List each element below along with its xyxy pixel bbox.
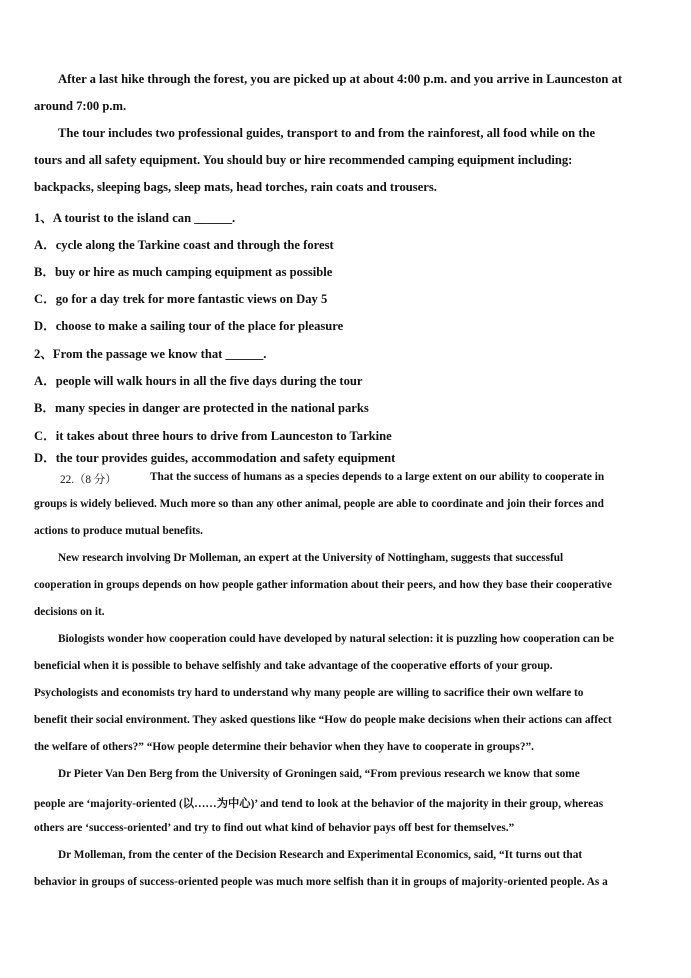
question-1-option-a: A．cycle along the Tarkine coast and through the forest [34, 238, 334, 252]
paragraph-line: benefit their social environment. They asked questions like “How do people make decisions when their actions can affect [34, 714, 612, 726]
paragraph-line: others are ‘success-oriented’ and try to find out what kind of behavior pays off best for themselves.” [34, 822, 515, 834]
paragraph-line: around 7:00 p.m. [34, 99, 127, 113]
paragraph-line: tours and all safety equipment. You should buy or hire recommended camping equipment including: [34, 153, 573, 167]
question-2-stem: 2、From the passage we know that ______. [34, 347, 267, 361]
paragraph-line: decisions on it. [34, 606, 105, 618]
paragraph-line: After a last hike through the forest, you are picked up at about 4:00 p.m. and you arrive in Launceston at [58, 72, 623, 86]
paragraph-line: Biologists wonder how cooperation could have developed by natural selection: it is puzzling how cooperation can be [58, 633, 614, 645]
paragraph-line: groups is widely believed. Much more so than any other animal, people are able to coordinate and join their forces and [34, 498, 604, 510]
paragraph-line: The tour includes two professional guides, transport to and from the rainforest, all food while on the [58, 126, 596, 140]
question-1-option-d: D．choose to make a sailing tour of the place for pleasure [34, 319, 344, 333]
paragraph-line: the welfare of others?” “How people determine their behavior when they have to cooperate in groups?”. [34, 741, 534, 753]
paragraph-line: beneficial when it is possible to behave selfishly and take advantage of the cooperative efforts of your group. [34, 660, 553, 672]
question-1-option-c: C．go for a day trek for more fantastic views on Day 5 [34, 292, 328, 306]
question-2-option-d: D．the tour provides guides, accommodation and safety equipment [34, 451, 396, 465]
paragraph-line: Dr Molleman, from the center of the Decision Research and Experimental Economics, said, “It turns out that [58, 849, 583, 861]
paragraph-line: Psychologists and economists try hard to understand why many people are willing to sacrifice their own welfare to [34, 687, 584, 699]
paragraph-line: Dr Pieter Van Den Berg from the University of Groningen said, “From previous research we know that some [58, 768, 580, 780]
question-number: 22.（8 分） [60, 474, 117, 486]
paragraph-line: backpacks, sleeping bags, sleep mats, head torches, rain coats and trousers. [34, 180, 437, 194]
paragraph-line: actions to produce mutual benefits. [34, 525, 203, 537]
question-2-option-b: B．many species in danger are protected in the national parks [34, 401, 369, 415]
paragraph-line: That the success of humans as a species depends to a large extent on our ability to cooperate in [150, 471, 605, 483]
paragraph-line: people are ‘majority-oriented (以……为中心)’ and tend to look at the behavior of the majority in their group, whereas [34, 798, 604, 810]
paragraph-line: New research involving Dr Molleman, an expert at the University of Nottingham, suggests that successful [58, 552, 564, 564]
paragraph-line: cooperation in groups depends on how people gather information about their peers, and how they base their cooperative [34, 579, 612, 591]
question-1-stem: 1、A tourist to the island can ______. [34, 211, 236, 225]
question-2-option-c: C．it takes about three hours to drive from Launceston to Tarkine [34, 429, 392, 443]
paragraph-line: behavior in groups of success-oriented people was much more selfish than it in groups of majority-oriented people. As a [34, 876, 608, 888]
question-1-option-b: B．buy or hire as much camping equipment as possible [34, 265, 333, 279]
question-2-option-a: A．people will walk hours in all the five days during the tour [34, 374, 363, 388]
